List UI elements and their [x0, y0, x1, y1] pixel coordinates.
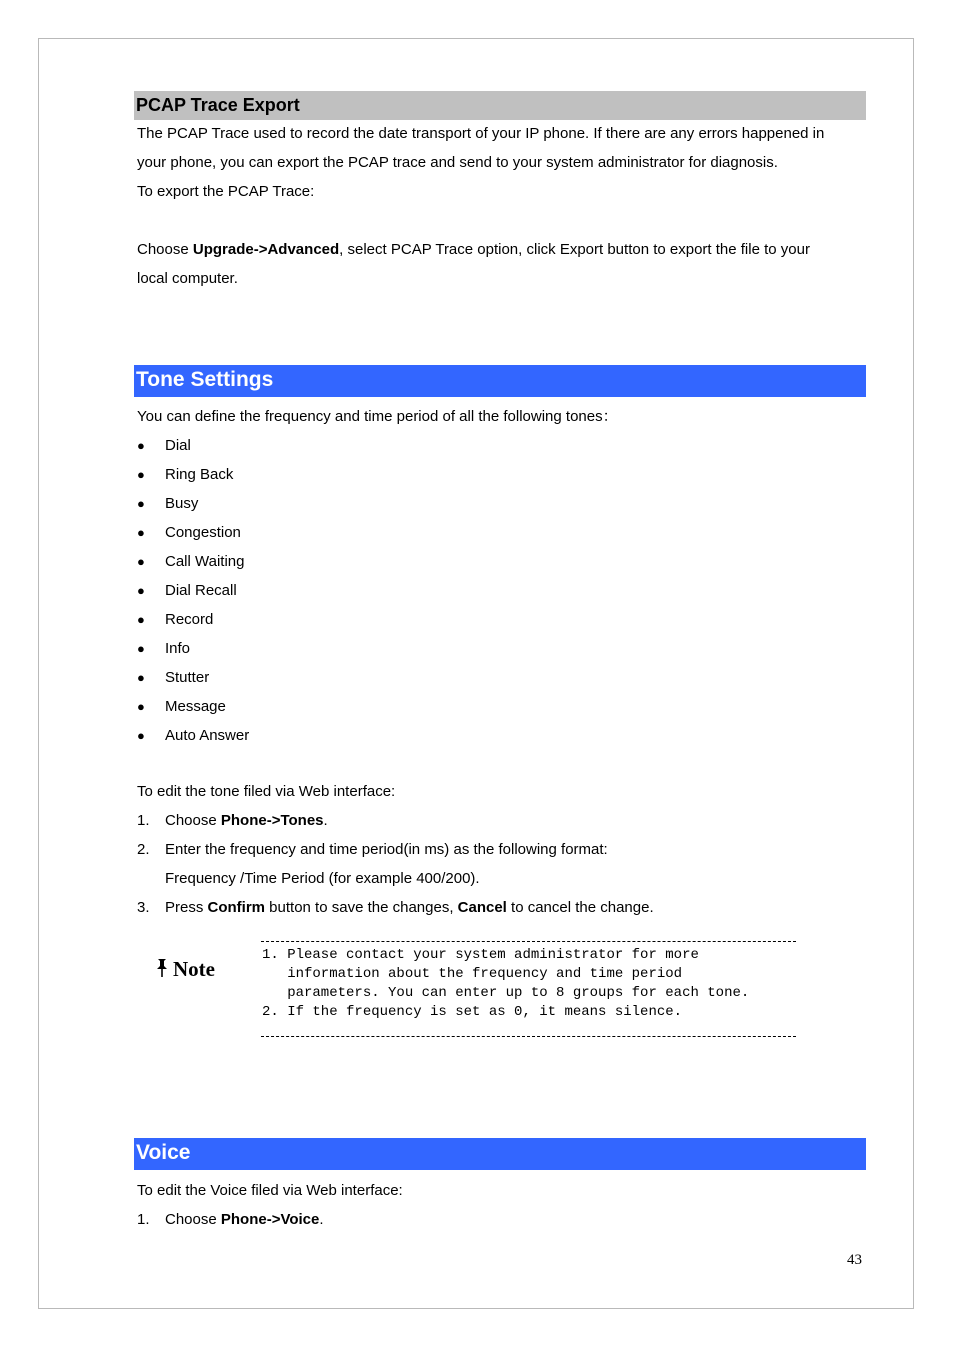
bullet-icon: ●	[137, 641, 145, 656]
tone-list-item: Record	[165, 611, 214, 628]
phone-voice-path: Phone->Voice	[220, 1211, 320, 1228]
tone-list-item: Stutter	[165, 669, 210, 686]
confirm-label: Confirm	[207, 899, 266, 916]
bullet-icon: ●	[137, 670, 145, 685]
page-number: 43	[847, 1252, 862, 1268]
note-line-4: 2. If the frequency is set as 0, it means silence.	[262, 1004, 683, 1020]
pushpin-icon	[155, 958, 169, 978]
note-label: Note	[155, 957, 215, 982]
tone-list-item: Dial Recall	[165, 582, 237, 599]
tone-list-item: Ring Back	[165, 466, 234, 483]
step-number: 3.	[137, 899, 150, 916]
tone-list-item: Call Waiting	[165, 553, 245, 570]
note-top-rule	[261, 941, 796, 942]
tone-list-item: Info	[165, 640, 191, 657]
pcap-paragraph-line-1: The PCAP Trace used to record the date transport of your IP phone. If there are any errors happened in	[137, 125, 825, 142]
tone-list-item: Congestion	[165, 524, 241, 541]
step-number: 1.	[137, 1211, 150, 1228]
tone-intro: You can define the frequency and time period of all the following tones：	[137, 408, 618, 425]
tone-edit-intro: To edit the tone filed via Web interface:	[137, 783, 396, 800]
voice-section-title: Voice	[136, 1141, 191, 1164]
cancel-label: Cancel	[457, 899, 507, 916]
bullet-icon: ●	[137, 583, 145, 598]
tone-step-1: Choose Phone->Tones.	[165, 812, 328, 829]
tone-list-item: Message	[165, 698, 226, 715]
note-line-2: information about the frequency and time period	[262, 966, 683, 982]
pcap-section-title: PCAP Trace Export	[136, 95, 300, 115]
voice-section-header	[134, 1138, 866, 1170]
tone-section-title: Tone Settings	[136, 368, 274, 391]
note-bottom-rule	[261, 1036, 796, 1037]
tone-section-header	[134, 365, 866, 397]
bullet-icon: ●	[137, 554, 145, 569]
pcap-choose-line-2: local computer.	[137, 270, 238, 287]
step-number: 2.	[137, 841, 150, 858]
pcap-choose-line: Choose Upgrade->Advanced, select PCAP Trace option, click Export button to export the file to your	[137, 241, 810, 258]
bullet-icon: ●	[137, 467, 145, 482]
bullet-icon: ●	[137, 728, 145, 743]
pcap-section-header	[134, 91, 866, 120]
bullet-icon: ●	[137, 612, 145, 627]
tone-step-2-format: Frequency /Time Period (for example 400/200).	[165, 870, 480, 887]
bullet-icon: ●	[137, 496, 145, 511]
bullet-icon: ●	[137, 525, 145, 540]
note-line-3: parameters. You can enter up to 8 groups for each tone.	[262, 985, 750, 1001]
phone-tones-path: Phone->Tones	[220, 812, 324, 829]
pcap-export-intro: To export the PCAP Trace:	[137, 183, 315, 200]
bullet-icon: ●	[137, 438, 145, 453]
tone-step-3: Press Confirm button to save the changes, Cancel to cancel the change.	[165, 899, 654, 916]
tone-list-item: Dial	[165, 437, 191, 454]
step-number: 1.	[137, 812, 150, 829]
tone-step-2: Enter the frequency and time period(in ms) as the following format:	[165, 841, 608, 858]
note-line-1: 1. Please contact your system administrator for more	[262, 947, 699, 963]
bullet-icon: ●	[137, 699, 145, 714]
tone-list-item: Auto Answer	[165, 727, 250, 744]
pcap-paragraph-line-2: your phone, you can export the PCAP trace and send to your system administrator for diagnosis.	[137, 154, 778, 171]
voice-intro: To edit the Voice filed via Web interface:	[137, 1182, 403, 1199]
voice-step-1: Choose Phone->Voice.	[165, 1211, 324, 1228]
upgrade-advanced-path: Upgrade->Advanced	[192, 241, 340, 258]
tone-list-item: Busy	[165, 495, 199, 512]
